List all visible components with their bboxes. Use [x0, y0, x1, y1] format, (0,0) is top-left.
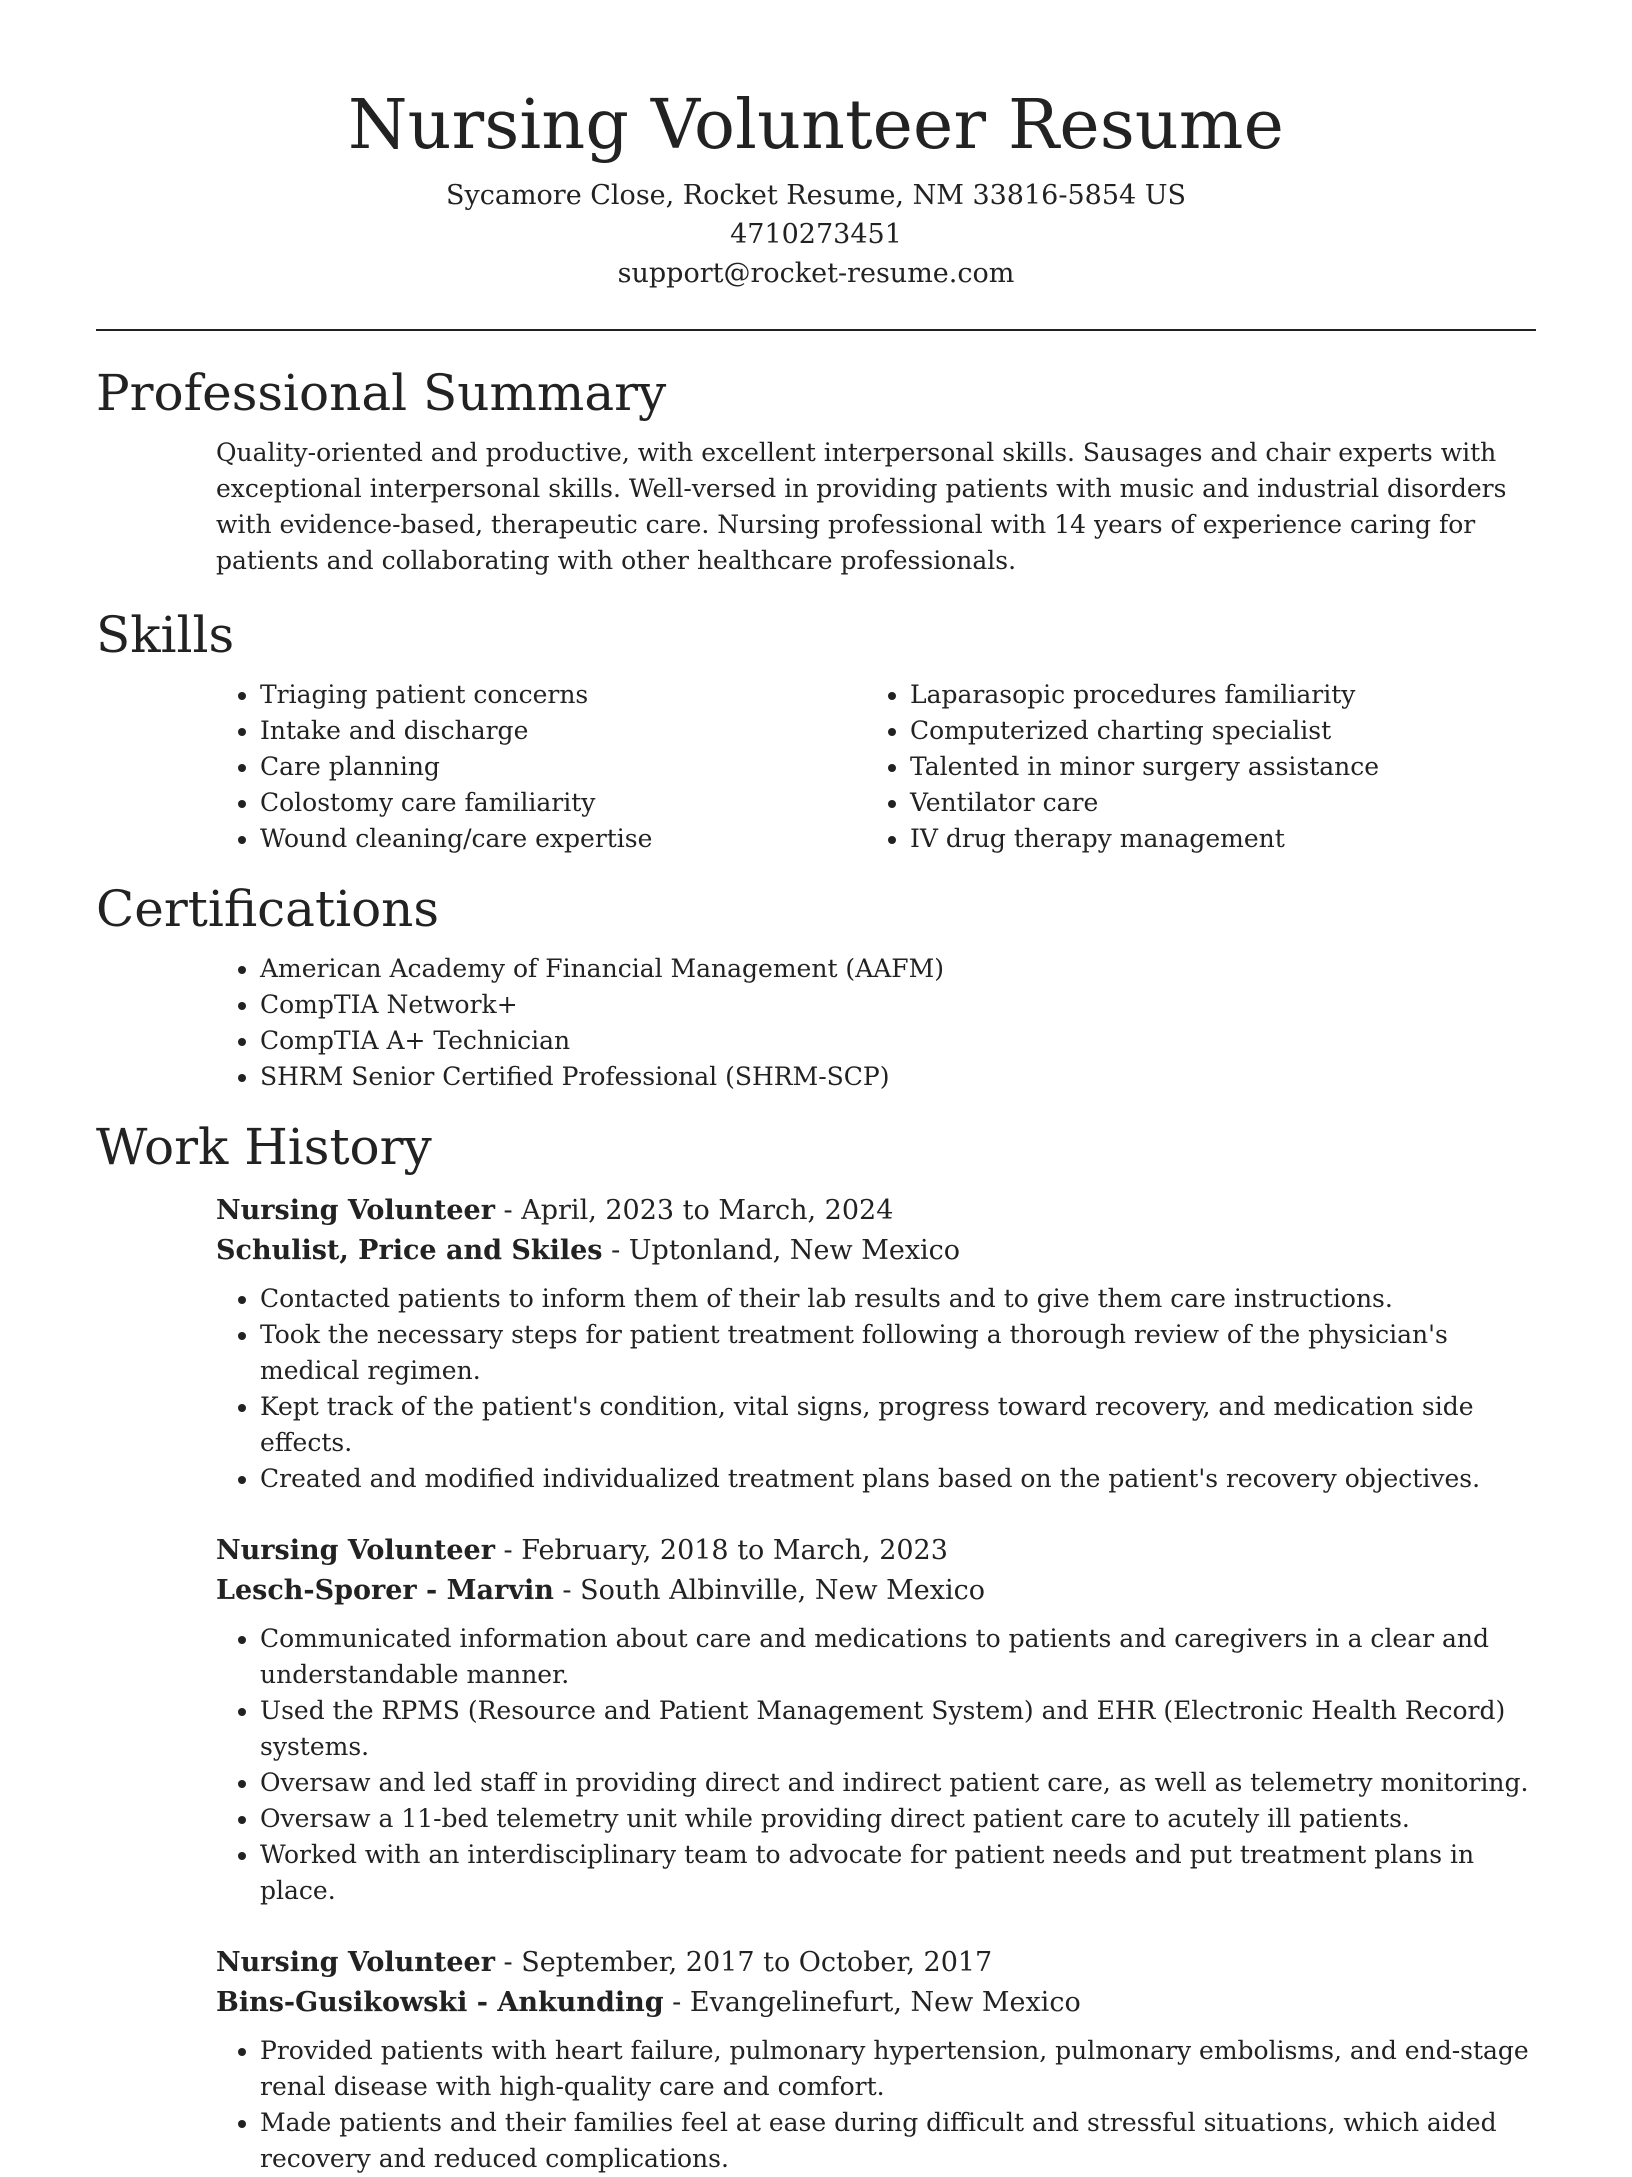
job-entry: [216, 1531, 1536, 1909]
job-company: Bins-Gusikowski - Ankunding: [216, 1987, 664, 2018]
skills-column-left: [216, 677, 866, 857]
resume-header: [96, 0, 1536, 331]
job-dates: - September, 2017 to October, 2017: [494, 1947, 993, 1978]
certification-item: • CompTIA A+ Technician: [260, 1023, 1536, 1059]
job-duty: • Used the RPMS (Resource and Patient Management System) and EHR (Electronic Health Record) systems.: [260, 1693, 1536, 1765]
job-duties-list: [216, 1621, 1536, 1909]
job-title: Nursing Volunteer: [216, 1947, 495, 1978]
skill-item: • Computerized charting specialist: [910, 713, 1516, 749]
job-duties-list: [216, 2033, 1536, 2177]
summary-heading: Professional Summary: [96, 364, 667, 422]
job-title-line: [216, 1191, 1536, 1231]
certification-item: • American Academy of Financial Management (AAFM): [260, 951, 1536, 987]
skill-item: • Ventilator care: [910, 785, 1516, 821]
job-location: - Evangelinefurt, New Mexico: [663, 1987, 1081, 2018]
skill-item: • Care planning: [260, 749, 866, 785]
skill-item: • IV drug therapy management: [910, 821, 1516, 857]
job-title-line: [216, 1943, 1536, 1983]
job-dates: - April, 2023 to March, 2024: [494, 1195, 894, 1226]
job-duty: • Kept track of the patient's condition, vital signs, progress toward recovery, and medication side effects.: [260, 1389, 1536, 1461]
job-employer-line: [216, 1983, 1536, 2023]
skill-item: • Triaging patient concerns: [260, 677, 866, 713]
skills-heading: Skills: [96, 606, 235, 664]
job-title: Nursing Volunteer: [216, 1195, 495, 1226]
job-duty: • Took the necessary steps for patient treatment following a thorough review of the physician's medical regimen.: [260, 1317, 1536, 1389]
contact-phone: 4710273451: [730, 219, 902, 250]
skill-item: • Wound cleaning/care expertise: [260, 821, 866, 857]
header-divider: [96, 329, 1536, 331]
work-history-section: [96, 1117, 1536, 2177]
job-duty: • Contacted patients to inform them of their lab results and to give them care instructions.: [260, 1281, 1536, 1317]
job-entry: [216, 1191, 1536, 1497]
resume-title: Nursing Volunteer Resume: [347, 86, 1285, 165]
work-history-heading: Work History: [96, 1118, 432, 1176]
skills-list-left: [216, 677, 866, 857]
contact-address: Sycamore Close, Rocket Resume, NM 33816-5854 US: [445, 180, 1187, 211]
certifications-heading: Certifications: [96, 880, 440, 938]
summary-text: Quality-oriented and productive, with excellent interpersonal skills. Sausages and chair experts with exceptional interpersonal skills. Well-versed in providing patients with music and industrial disorders with evidence-based, therapeutic care. Nursing professional with 14 years of experience caring for patients and collaborating with other healthcare professionals.: [216, 438, 1507, 575]
job-dates: - February, 2018 to March, 2023: [494, 1535, 948, 1566]
job-duty: • Created and modified individualized treatment plans based on the patient's recovery objectives.: [260, 1461, 1536, 1497]
job-title-line: [216, 1531, 1536, 1571]
certification-item: • CompTIA Network+: [260, 987, 1536, 1023]
skill-item: • Laparasopic procedures familiarity: [910, 677, 1516, 713]
job-duty: • Made patients and their families feel at ease during difficult and stressful situations, which aided recovery and reduced complications.: [260, 2105, 1536, 2177]
summary-section: [96, 363, 1536, 579]
skills-section: [96, 605, 1536, 857]
certifications-list: [216, 951, 1536, 1095]
certifications-section: [96, 879, 1536, 1095]
job-duty: • Provided patients with heart failure, pulmonary hypertension, pulmonary embolisms, and end-stage renal disease with high-quality care and comfort.: [260, 2033, 1536, 2105]
job-employer-line: [216, 1231, 1536, 1271]
skill-item: • Intake and discharge: [260, 713, 866, 749]
job-duty: • Worked with an interdisciplinary team to advocate for patient needs and put treatment plans in place.: [260, 1837, 1536, 1909]
job-entry: [216, 1943, 1536, 2177]
job-duty: • Oversaw and led staff in providing direct and indirect patient care, as well as telemetry monitoring.: [260, 1765, 1536, 1801]
job-duties-list: [216, 1281, 1536, 1497]
job-duty: • Oversaw a 11-bed telemetry unit while providing direct patient care to acutely ill patients.: [260, 1801, 1536, 1837]
job-company: Lesch-Sporer - Marvin: [216, 1575, 554, 1606]
contact-email: support@rocket-resume.com: [617, 258, 1015, 289]
contact-block: [96, 176, 1536, 293]
skills-column-right: [866, 677, 1516, 857]
job-company: Schulist, Price and Skiles: [216, 1235, 603, 1266]
job-employer-line: [216, 1571, 1536, 1611]
skills-list-right: [866, 677, 1516, 857]
job-location: - South Albinville, New Mexico: [553, 1575, 985, 1606]
certification-item: • SHRM Senior Certified Professional (SHRM-SCP): [260, 1059, 1536, 1095]
job-title: Nursing Volunteer: [216, 1535, 495, 1566]
job-duty: • Communicated information about care and medications to patients and caregivers in a clear and understandable manner.: [260, 1621, 1536, 1693]
resume-page: [96, 0, 1536, 2177]
skill-item: • Talented in minor surgery assistance: [910, 749, 1516, 785]
skill-item: • Colostomy care familiarity: [260, 785, 866, 821]
job-location: - Uptonland, New Mexico: [602, 1235, 961, 1266]
skills-columns: [216, 677, 1536, 857]
